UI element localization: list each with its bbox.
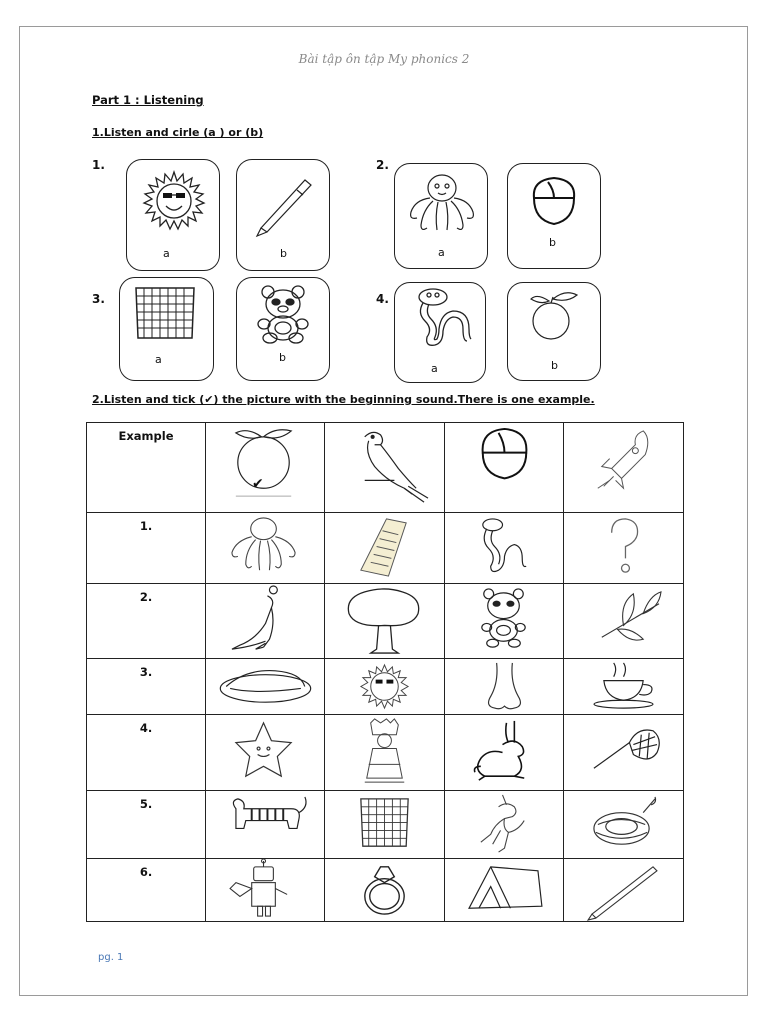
row-label: 6. [87, 859, 206, 922]
page-header: Bài tập ôn tập My phonics 2 [298, 52, 470, 66]
table-cell[interactable] [564, 791, 684, 859]
q3-option-b-label: b [279, 351, 286, 364]
q2-option-b[interactable] [507, 163, 601, 269]
net-icon [564, 715, 683, 790]
table-cell[interactable] [325, 659, 445, 715]
table-cell[interactable] [445, 584, 564, 659]
octopus-icon [206, 513, 324, 583]
table-row [87, 513, 684, 584]
table-cell[interactable] [325, 715, 445, 791]
q1-option-a[interactable] [126, 159, 220, 271]
row-label: Example [87, 423, 206, 513]
table-cell[interactable] [206, 584, 325, 659]
table-cell[interactable] [445, 859, 564, 922]
row-label: 1. [87, 513, 206, 584]
table-cell[interactable] [564, 584, 684, 659]
question-mark-icon [564, 513, 683, 583]
pen-icon [564, 859, 683, 921]
exercise2-heading: 2.Listen and tick (✔) the picture with the beginning sound.There is one example. [92, 393, 595, 406]
quiz-paper-icon [325, 513, 444, 583]
robot-icon [206, 859, 324, 921]
q4-option-a-label: a [431, 362, 438, 375]
q2-option-a[interactable] [394, 163, 488, 269]
table-cell[interactable] [325, 791, 445, 859]
question-4-number: 4. [376, 292, 389, 306]
star-icon [206, 715, 324, 790]
table-row [87, 659, 684, 715]
sun-icon [325, 659, 444, 714]
table-cell[interactable] [445, 715, 564, 791]
table-cell[interactable] [564, 423, 684, 513]
queen-icon [325, 715, 444, 790]
table-cell[interactable] [325, 423, 445, 513]
row-label: 2. [87, 584, 206, 659]
q4-option-b[interactable] [507, 282, 601, 381]
table-cell[interactable] [445, 659, 564, 715]
q2-option-a-label: a [438, 246, 445, 259]
quilt-icon [325, 791, 444, 858]
rocket-icon [564, 423, 683, 512]
table-cell[interactable] [206, 859, 325, 922]
table-cell[interactable] [445, 791, 564, 859]
leaf-branch-icon [564, 584, 683, 658]
ring-icon [325, 859, 444, 921]
parrot-icon [325, 423, 444, 512]
question-3-number: 3. [92, 292, 105, 306]
q3-option-b[interactable] [236, 277, 330, 381]
table-row [87, 791, 684, 859]
pancake-icon [206, 659, 324, 714]
question-1-number: 1. [92, 158, 105, 172]
table-cell[interactable] [206, 715, 325, 791]
acorn-icon [524, 170, 584, 230]
table-row [87, 715, 684, 791]
table-row [87, 859, 684, 922]
check-mark-icon: ✔ [252, 476, 264, 492]
table-cell[interactable] [564, 859, 684, 922]
rabbit-icon [445, 715, 563, 790]
table-row [87, 423, 684, 513]
q4-option-b-label: b [551, 359, 558, 372]
table-cell[interactable] [206, 513, 325, 584]
row-label: 4. [87, 715, 206, 791]
part1-heading: Part 1 : Listening [92, 93, 204, 107]
q1-option-b[interactable] [236, 159, 330, 271]
table-cell[interactable] [564, 513, 684, 584]
row-label: 3. [87, 659, 206, 715]
worm-icon [445, 513, 563, 583]
nest-icon [564, 791, 683, 858]
teddy-bear-icon [445, 584, 563, 658]
table-cell[interactable] [564, 659, 684, 715]
q3-option-a[interactable] [119, 277, 214, 381]
question-2-number: 2. [376, 158, 389, 172]
table-cell[interactable] [206, 791, 325, 859]
table-cell[interactable] [325, 513, 445, 584]
q1-option-b-label: b [280, 247, 287, 260]
table-cell[interactable] [325, 859, 445, 922]
pen-icon [249, 168, 319, 238]
tiger-icon [206, 791, 324, 858]
q3-option-a-label: a [155, 353, 162, 366]
table-row [87, 584, 684, 659]
exercise1-heading: 1.Listen and cirle (a ) or (b) [92, 126, 264, 139]
worm-icon [405, 285, 475, 351]
acorn-icon [445, 423, 563, 512]
table-cell[interactable] [206, 659, 325, 715]
q4-option-a[interactable] [394, 282, 486, 383]
q2-option-b-label: b [549, 236, 556, 249]
tent-icon [445, 859, 563, 921]
table-cell[interactable] [206, 423, 325, 513]
orange-icon [523, 287, 587, 345]
exercise2-table [86, 422, 684, 922]
q1-option-a-label: a [163, 247, 170, 260]
table-cell[interactable] [564, 715, 684, 791]
teacup-icon [564, 659, 683, 714]
row-label: 5. [87, 791, 206, 859]
table-cell[interactable] [325, 584, 445, 659]
quilt-icon [132, 284, 198, 342]
teddy-bear-icon [252, 282, 314, 344]
table-cell[interactable] [445, 513, 564, 584]
unicorn-icon [445, 791, 563, 858]
tree-icon [325, 584, 444, 658]
orange-icon [206, 423, 324, 512]
seal-icon [206, 584, 324, 658]
sun-icon [139, 166, 209, 236]
page-number: pg. 1 [98, 952, 124, 963]
nose-icon [445, 659, 563, 714]
octopus-icon [405, 170, 479, 240]
table-cell[interactable] [445, 423, 564, 513]
